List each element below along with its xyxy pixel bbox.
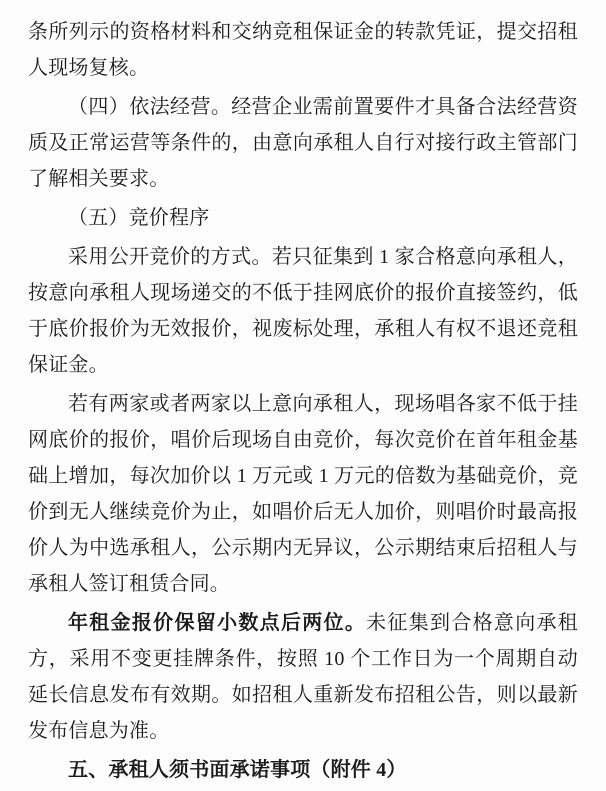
paragraph-item-four-lawful-operation: （四）依法经营。经营企业需前置要件才具备合法经营资质及正常运营等条件的，由意向承租人自行对接行政主管部门了解相关要求。 <box>28 96 578 190</box>
annual-rent-bold-lead: 年租金报价保留小数点后两位。 <box>68 612 367 634</box>
paragraph-continuation: 条所列示的资格材料和交纳竞租保证金的转款凭证，提交招租人现场复核。 <box>28 21 578 79</box>
section-five-heading: 五、承租人须书面承诺事项（附件 4） <box>68 759 407 781</box>
paragraph-open-bidding-method: 采用公开竞价的方式。若只征集到 1 家合格意向承租人，按意向承租人现场递交的不低于挂网底价的报价直接签约，低于底价报价为无效报价，视废标处理，承租人有权不退还竞租保证金。 <box>28 246 578 376</box>
paragraph-annual-rent-quote-rules <box>28 605 578 749</box>
paragraph-item-five-bidding-procedure-heading: （五）竞价程序 <box>68 207 210 229</box>
paragraph-multiple-bidders-rules: 若有两家或者两家以上意向承租人，现场唱各家不低于挂网底价的报价，唱价后现场自由竞价，每次竞价在首年租金基础上增加，每次加价以 1 万元或 1 万元的倍数为基础竞价，竞价到无人继续竞价为止，如唱价后无人加价，则唱价时最高报价人为中选承租人，公示期内无异议，公示期结束后招租人与承租人签订租赁合同。 <box>28 393 578 595</box>
annual-rent-rest-text: 未征集到合格意向承租方，采用不变更挂牌条件，按照 10 个工作日为一个周期自动延长信息发布有效期。如招租人重新发布招租公告，则以最新发布信息为准。 <box>28 612 578 742</box>
